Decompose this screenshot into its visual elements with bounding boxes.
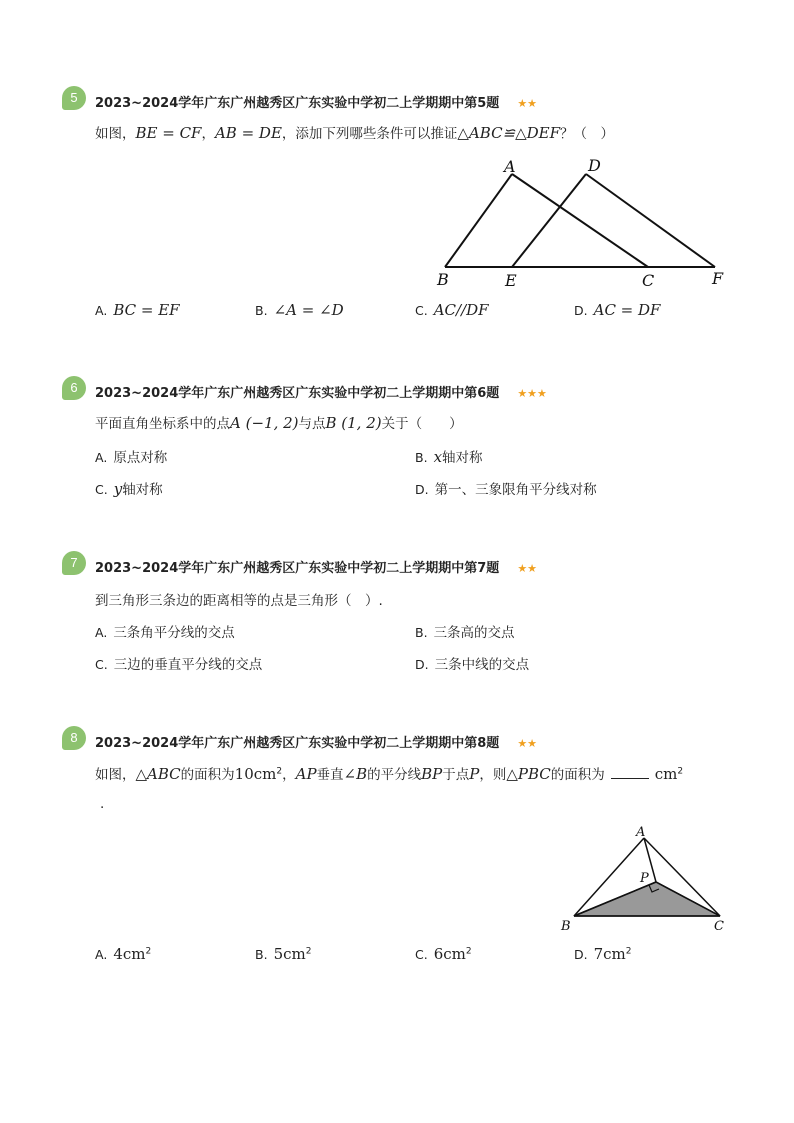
option-a[interactable]: A. $4cm^2$ <box>95 945 152 963</box>
option-d[interactable]: D. AC = DF <box>574 301 661 319</box>
question-number-badge: 6 <box>62 376 86 400</box>
difficulty-stars: ★★ <box>517 97 538 110</box>
question-source-header: 2023~2024学年广东广州越秀区广东实验中学初二上学期期中第7题 ★★ <box>95 561 538 576</box>
answer-blank[interactable] <box>611 777 649 779</box>
label-B: B <box>437 270 449 289</box>
segment-AC <box>512 174 648 267</box>
shaded-triangle-pbc <box>574 882 720 916</box>
option-d[interactable]: D. 三条中线的交点 <box>415 657 530 673</box>
question-text-period: . <box>100 796 105 812</box>
option-c[interactable]: C. 三边的垂直平分线的交点 <box>95 657 263 673</box>
option-b[interactable]: B. 三条高的交点 <box>415 625 515 641</box>
segment-BA <box>445 174 512 267</box>
option-a[interactable]: A. 三条角平分线的交点 <box>95 625 235 641</box>
difficulty-stars: ★★ <box>517 562 538 575</box>
label-C: C <box>714 919 724 934</box>
difficulty-stars: ★★★ <box>517 387 547 400</box>
question-source-header: 2023~2024学年广东广州越秀区广东实验中学初二上学期期中第5题 ★★ <box>95 96 538 111</box>
label-A: A <box>636 825 646 840</box>
question-number-badge: 5 <box>62 86 86 110</box>
label-E: E <box>505 271 517 290</box>
option-d[interactable]: D. 第一、三象限角平分线对称 <box>415 482 597 498</box>
question-source-header: 2023~2024学年广东广州越秀区广东实验中学初二上学期期中第8题 ★★ <box>95 736 538 751</box>
label-P: P <box>640 871 649 886</box>
label-C: C <box>642 271 655 290</box>
question-text: 如图，△ABC的面积为$10cm^2$，AP垂直∠B的平分线BP于点P，则△PBC的面积为 $cm^2$ <box>95 765 684 783</box>
option-a[interactable]: A. 原点对称 <box>95 450 168 466</box>
option-b[interactable]: B. $5cm^2$ <box>255 945 312 963</box>
question-text: 如图，BE = CF，AB = DE，添加下列哪些条件可以推证△ABC≌△DEF？（ ） <box>95 124 615 142</box>
option-c[interactable]: C. y轴对称 <box>95 480 163 498</box>
option-c[interactable]: C. AC//DF <box>415 301 489 319</box>
option-c[interactable]: C. $6cm^2$ <box>415 945 472 963</box>
option-a[interactable]: A. BC = EF <box>95 301 180 319</box>
label-A: A <box>504 157 516 176</box>
figure-triangle-abc <box>556 822 736 940</box>
figure-two-triangles <box>430 152 740 292</box>
question-text: 平面直角坐标系中的点A (−1, 2)与点B (1, 2)关于（ ） <box>95 414 463 432</box>
question-number-badge: 8 <box>62 726 86 750</box>
difficulty-stars: ★★ <box>517 737 538 750</box>
label-B: B <box>561 919 571 934</box>
option-b[interactable]: B. x轴对称 <box>415 448 483 466</box>
segment-ED <box>512 174 586 267</box>
question-source-header: 2023~2024学年广东广州越秀区广东实验中学初二上学期期中第6题 ★★★ <box>95 386 547 401</box>
label-D: D <box>588 156 601 175</box>
option-b[interactable]: B. ∠A = ∠D <box>255 301 344 319</box>
segment-DF <box>586 174 715 267</box>
question-number-badge: 7 <box>62 551 86 575</box>
label-F: F <box>712 269 724 288</box>
question-text: 到三角形三条边的距离相等的点是三角形（ ）. <box>95 593 383 609</box>
option-d[interactable]: D. $7cm^2$ <box>574 945 632 963</box>
